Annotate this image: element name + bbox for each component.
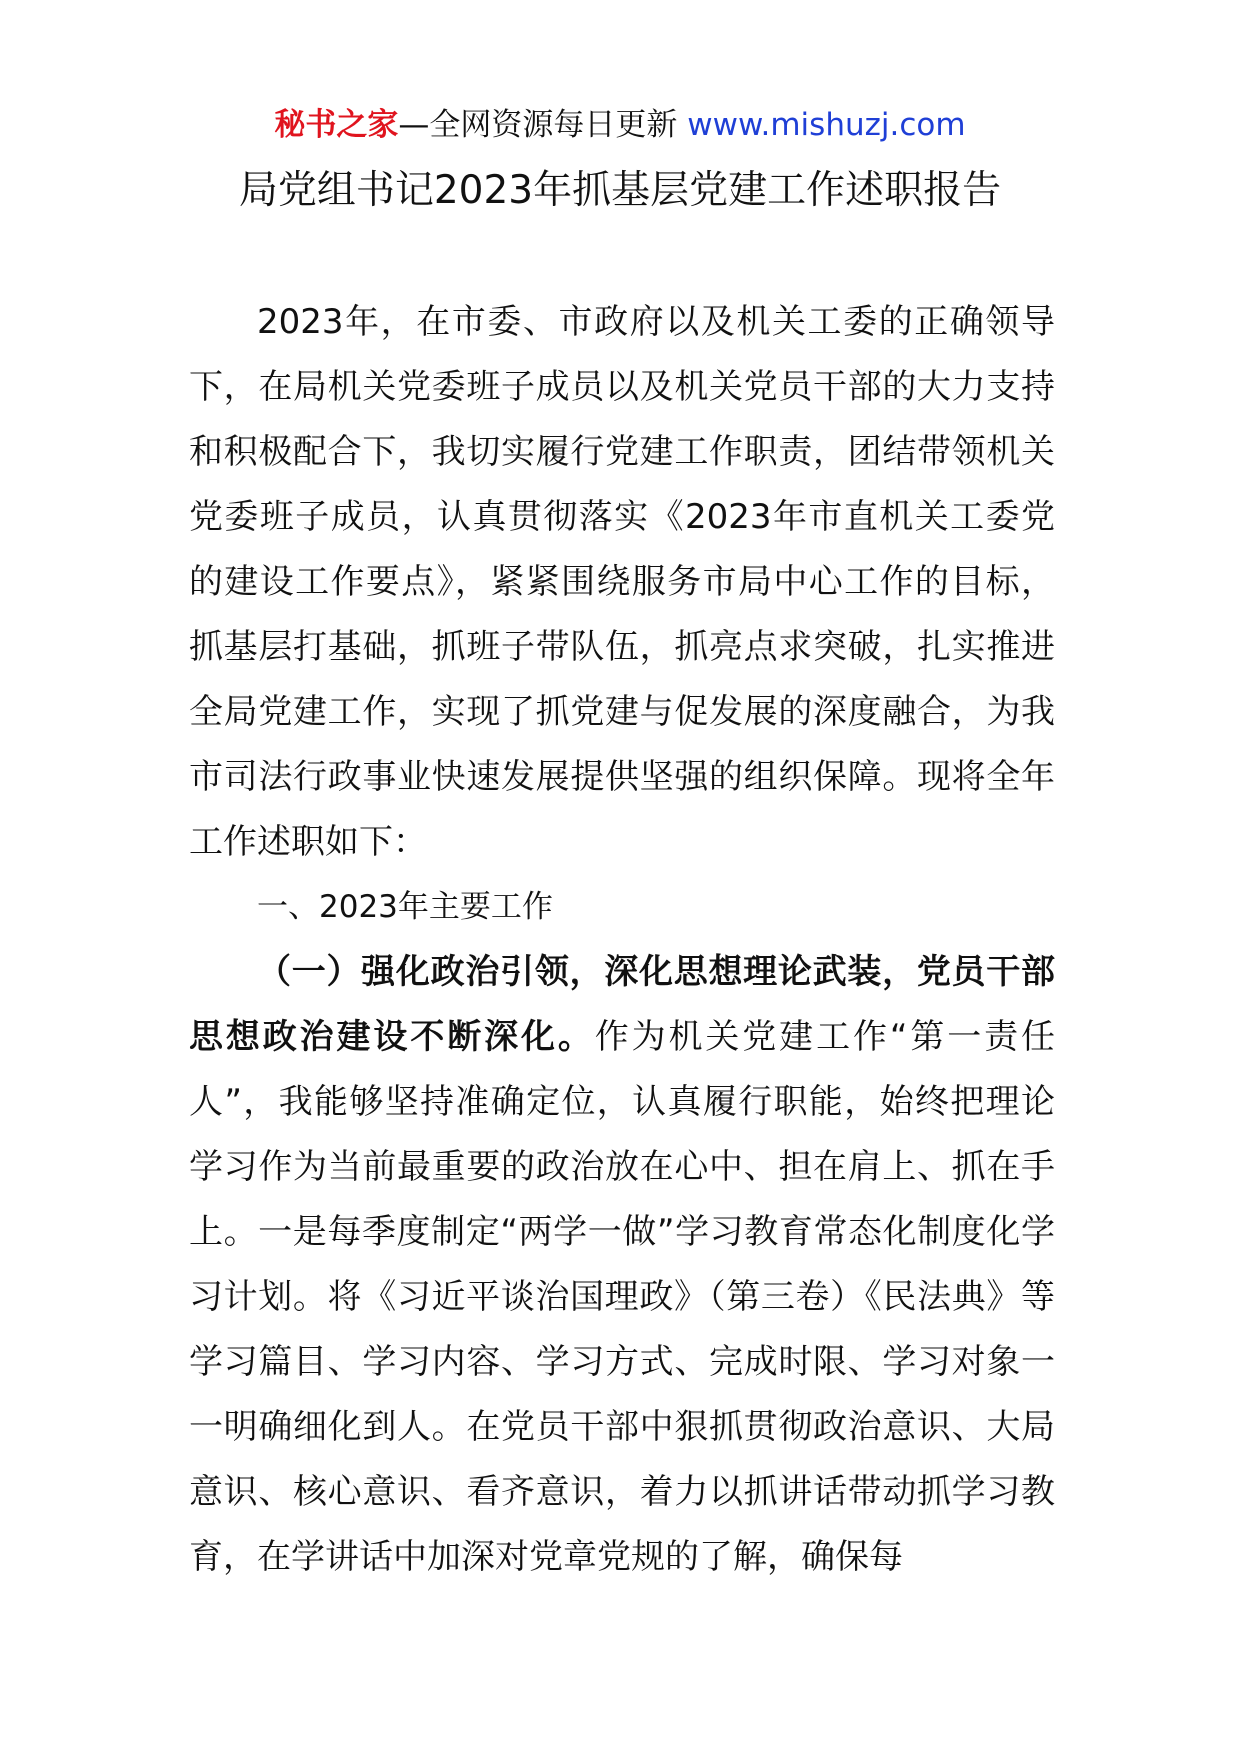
document-body <box>189 290 1055 1590</box>
intro-paragraph: 2023年，在市委、市政府以及机关工委的正确领导下，在局机关党委班子成员以及机关党员干部的大力支持和积极配合下，我切实履行党建工作职责，团结带领机关党委班子成员，认真贯彻落实《2023年市直机关工委党的建设工作要点》，紧紧围绕服务市局中心工作的目标，抓基层打基础，抓班子带队伍，抓亮点求突破，扎实推进全局党建工作，实现了抓党建与促发展的深度融合，为我市司法行政事业快速发展提供坚强的组织保障。现将全年工作述职如下： <box>189 302 1055 862</box>
source-banner <box>0 103 1240 147</box>
subsection-paragraph <box>189 940 1055 1590</box>
section-heading: 一、2023年主要工作 <box>257 889 553 925</box>
banner-tagline: —全网资源每日更新 <box>398 107 678 143</box>
subsection-text: 作为机关党建工作“第一责任人”，我能够坚持准确定位，认真履行职能，始终把理论学习作为当前最重要的政治放在心中、担在肩上、抓在手上。一是每季度制定“两学一做”学习教育常态化制度化学习计划。将《习近平谈治国理政》（第三卷）《民法典》等学习篇目、学习内容、学习方式、完成时限、学习对象一一明确细化到人。在党员干部中狠抓贯彻政治意识、大局意识、核心意识、看齐意识，着力以抓讲话带动抓学习教育，在学讲话中加深对党章党规的了解，确保每 <box>189 1017 1055 1577</box>
subsection-lead: （一）强化政治引领，深化思想理论武装，党员干部思想政治建设不断深化。 <box>189 952 1055 1057</box>
brand-name: 秘书之家 <box>274 107 399 143</box>
document-title: 局党组书记2023年抓基层党建工作述职报告 <box>238 168 1002 213</box>
website-link[interactable]: www.mishuzj.com <box>687 107 966 143</box>
